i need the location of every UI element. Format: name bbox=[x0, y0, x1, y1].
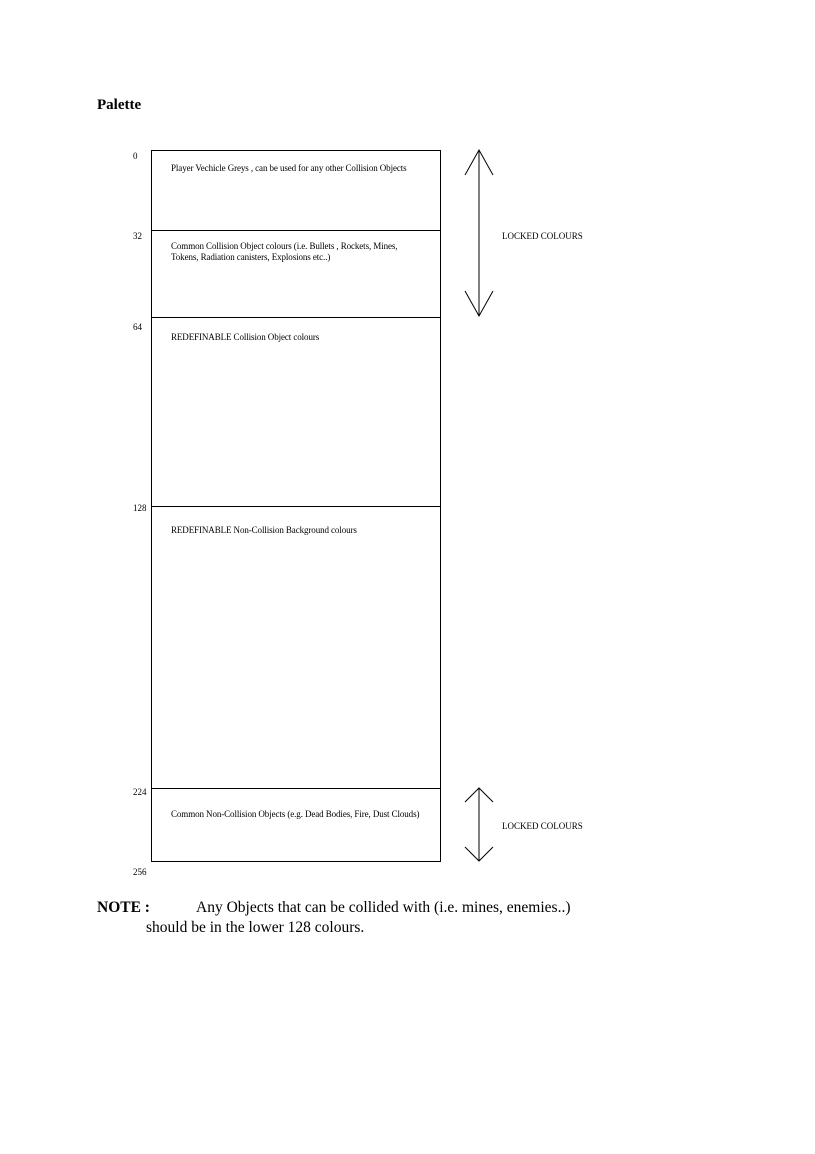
block-label: REDEFINABLE Non-Collision Background colours bbox=[171, 525, 357, 535]
block-label: Player Vechicle Greys , can be used for any other Collision Objects bbox=[171, 163, 407, 173]
block-label: REDEFINABLE Collision Object colours bbox=[171, 332, 320, 342]
locked-colours-label: LOCKED COLOURS bbox=[502, 231, 583, 241]
block-label: Common Non-Collision Objects (e.g. Dead Bodies, Fire, Dust Clouds) bbox=[171, 809, 420, 819]
tick-label-32: 32 bbox=[133, 231, 142, 241]
note-line-1: Any Objects that can be collided with (i.e. mines, enemies..) bbox=[196, 899, 571, 916]
page-title: Palette bbox=[97, 97, 142, 113]
double-arrow-icon bbox=[462, 148, 496, 320]
palette-block-common-noncollision bbox=[151, 788, 441, 862]
double-arrow-icon bbox=[462, 786, 496, 864]
locked-colours-label: LOCKED COLOURS bbox=[502, 821, 583, 831]
tick-label-256: 256 bbox=[133, 867, 147, 877]
note bbox=[97, 898, 657, 938]
tick-label-128: 128 bbox=[133, 503, 147, 513]
palette-block-redefinable-collision bbox=[151, 317, 441, 507]
tick-label-64: 64 bbox=[133, 322, 142, 332]
tick-label-0: 0 bbox=[133, 151, 138, 161]
note-line-2: should be in the lower 128 colours. bbox=[146, 919, 365, 936]
palette-block-common-collision bbox=[151, 230, 441, 318]
note-label: NOTE : bbox=[97, 899, 150, 916]
palette-block-redefinable-background bbox=[151, 506, 441, 789]
palette-block-vehicle-greys bbox=[151, 150, 441, 231]
tick-label-224: 224 bbox=[133, 787, 147, 797]
block-label: Common Collision Object colours (i.e. Bullets , Rockets, Mines, Tokens, Radiation canisters, Explosions etc..) bbox=[171, 241, 398, 262]
